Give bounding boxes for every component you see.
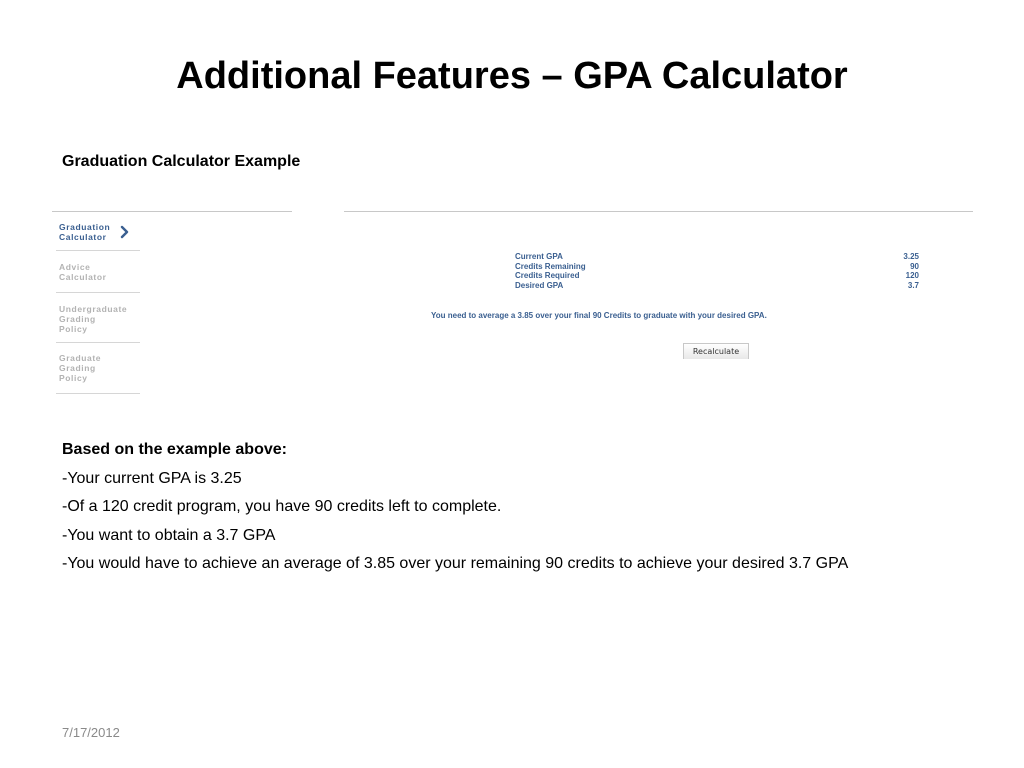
notes-line: -You want to obtain a 3.7 GPA xyxy=(62,526,276,544)
calc-row-desired-gpa xyxy=(515,281,919,291)
calc-label: Desired GPA xyxy=(515,280,564,290)
sidebar-item-undergraduate-grading-policy[interactable] xyxy=(56,293,140,343)
calculator-sidebar xyxy=(56,212,140,394)
notes-heading: Based on the example above: xyxy=(62,441,287,458)
sidebar-item-graduate-grading-policy[interactable] xyxy=(56,343,140,394)
sidebar-item-label: Advice Calculator xyxy=(59,262,107,282)
content-top-divider xyxy=(344,211,973,212)
slide-date: 7/17/2012 xyxy=(62,725,120,740)
sidebar-item-graduation-calculator[interactable] xyxy=(56,212,140,251)
slide-title: Additional Features – GPA Calculator xyxy=(176,55,848,97)
calc-label: Credits Remaining xyxy=(515,261,586,271)
calc-label: Credits Required xyxy=(515,271,580,281)
sidebar-item-label: Graduate Grading Policy xyxy=(59,353,102,383)
calc-value: 120 xyxy=(905,271,919,281)
calc-label: Current GPA xyxy=(515,252,563,261)
notes-line: -You would have to achieve an average of 3.85 over your remaining 90 credits to achieve your desired 3.7 GPA xyxy=(62,555,849,573)
calc-value: 3.25 xyxy=(903,252,919,261)
calculator-values-table xyxy=(515,252,919,290)
example-subtitle: Graduation Calculator Example xyxy=(62,153,301,170)
chevron-right-icon xyxy=(119,225,131,239)
sidebar-item-advice-calculator[interactable] xyxy=(56,251,140,293)
sidebar-item-label: Graduation Calculator xyxy=(59,222,111,242)
calc-value: 90 xyxy=(910,261,919,271)
calc-row-current-gpa xyxy=(515,252,919,262)
notes-line: -Your current GPA is 3.25 xyxy=(62,469,242,487)
example-notes xyxy=(62,436,1012,579)
sidebar-item-label: Undergraduate Grading Policy xyxy=(59,304,128,334)
calc-row-credits-required xyxy=(515,271,919,281)
recalculate-button[interactable]: Recalculate xyxy=(683,343,749,359)
calc-value: 3.7 xyxy=(907,280,919,290)
notes-line: -Of a 120 credit program, you have 90 credits left to complete. xyxy=(62,498,502,516)
result-message: You need to average a 3.85 over your final 90 Credits to graduate with your desired GPA. xyxy=(431,311,767,320)
calc-row-credits-remaining xyxy=(515,262,919,272)
